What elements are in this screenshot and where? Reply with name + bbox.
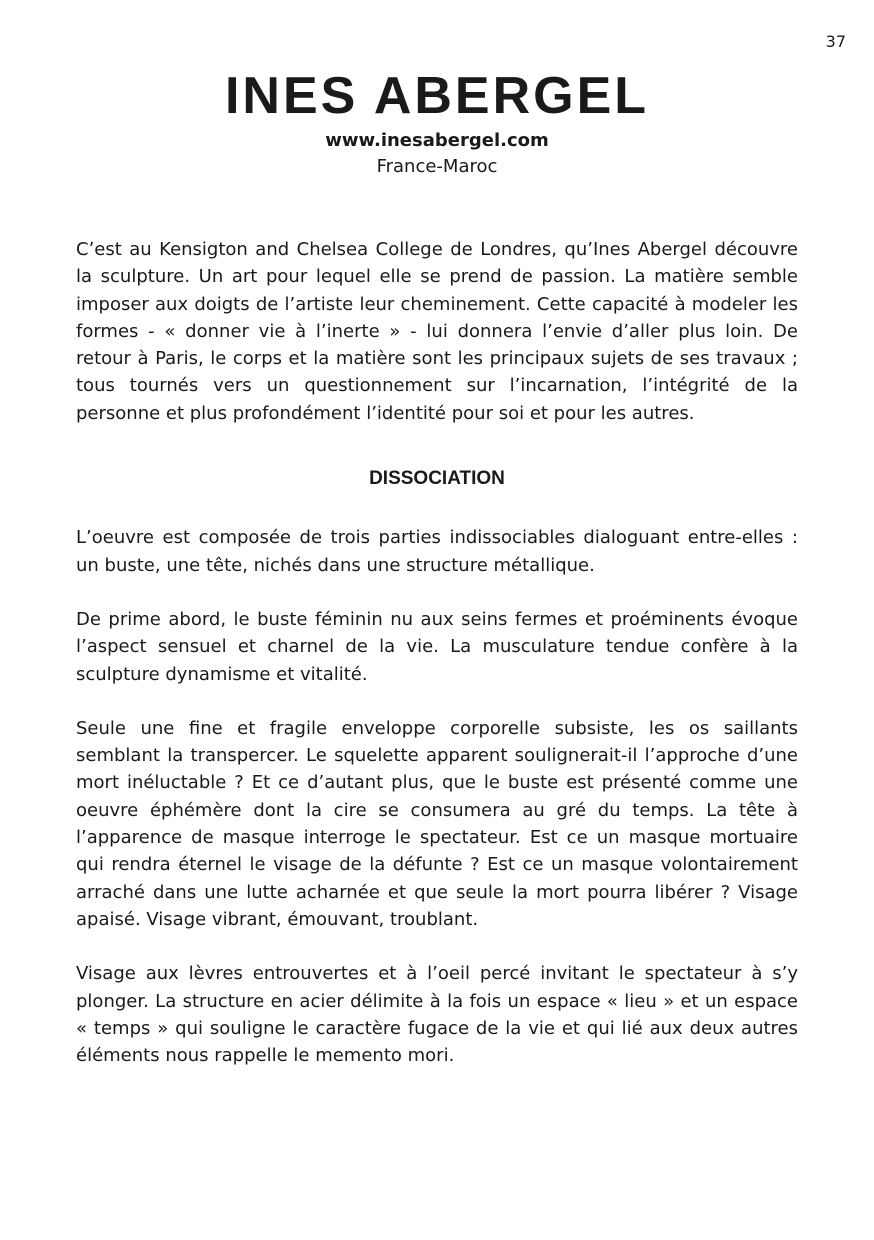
artist-location: France-Maroc	[376, 156, 498, 177]
page-number: 37	[825, 32, 846, 51]
section-title: DISSOCIATION	[369, 468, 505, 490]
section-paragraph: L’oeuvre est composée de trois parties indissociables dialoguant entre-elles : un buste, une tête, nichés dans une structure métallique.	[76, 527, 798, 576]
page-header	[0, 66, 874, 180]
intro-paragraph: C’est au Kensigton and Chelsea College de Londres, qu’Ines Abergel découvre la sculpture. Un art pour lequel elle se prend de passion. La matière semble imposer aux doigts de l’artiste leur cheminement. Cette capacité à modeler les formes - « donner vie à l’inerte » - lui donnera l’envie d’aller plus loin. De retour à Paris, le corps et la matière sont les principaux sujets de ses travaux ; tous tournés vers un questionnement sur l’incarnation, l’intégrité de la personne et plus profondément l’identité pour soi et pour les autres.	[76, 239, 798, 424]
section-paragraph: De prime abord, le buste féminin nu aux seins fermes et proéminents évoque l’aspect sensuel et charnel de la vie. La musculature tendue confère à la sculpture dynamisme et vitalité.	[76, 608, 798, 685]
artist-name: INES ABERGEL	[224, 67, 650, 125]
section-paragraph: Visage aux lèvres entrouvertes et à l’oeil percé invitant le spectateur à s’y plonger. La structure en acier délimite à la fois un espace « lieu » et un espace « temps » qui souligne le caractère fugace de la vie et qui lié aux deux autres éléments nous rappelle le memento mori.	[76, 963, 798, 1067]
artist-website: www.inesabergel.com	[325, 130, 549, 151]
article-body	[76, 236, 798, 1096]
section-paragraph: Seule une fine et fragile enveloppe corporelle subsiste, les os saillants semblant la transpercer. Le squelette apparent soulignerait-il l’approche d’une mort inéluctable ? Et ce d’autant plus, que le buste est présenté comme une oeuvre éphémère dont la cire se consumera au gré du temps. La tête à l’apparence de masque interroge le spectateur. Est ce un masque mortuaire qui rendra éternel le visage de la défunte ? Est ce un masque volontairement arraché dans une lutte acharnée et que seule la mort pourra libérer ? Visage apaisé. Visage vibrant, émouvant, troublant.	[76, 717, 798, 930]
